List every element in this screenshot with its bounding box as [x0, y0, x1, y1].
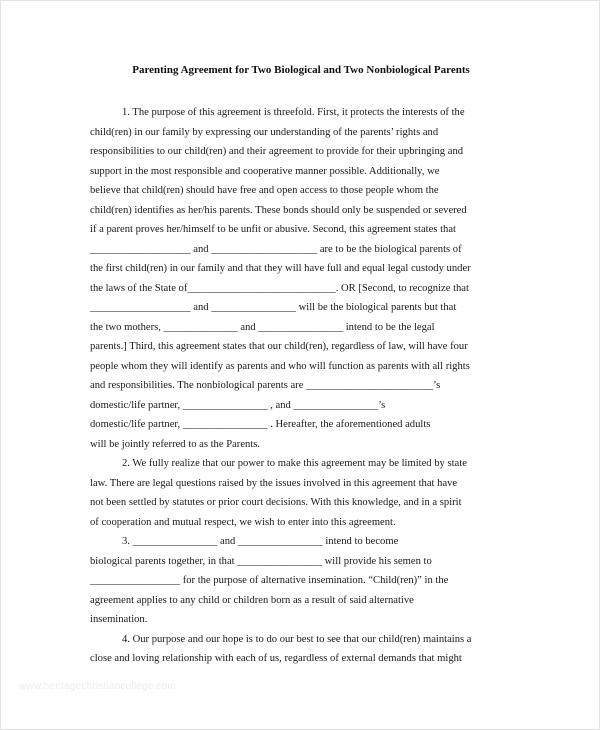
body-line: the laws of the State of____________________________. OR [Second, to recognize that: [90, 282, 469, 294]
body-line: ___________________ and ________________ will be the biological parents but that: [90, 302, 457, 313]
body-line: will be jointly referred to as the Parents.: [90, 438, 261, 450]
body-line: people whom they will identify as parents and who will function as parents with all rights: [90, 360, 470, 372]
body-line: if a parent proves her/himself to be unfit or abusive. Second, this agreement states that: [90, 224, 456, 235]
body-line: not been settled by statutes or prior court decisions. With this knowledge, and in a spirit: [90, 497, 462, 508]
body-line: close and loving relationship with each of us, regardless of external demands that might: [90, 653, 462, 664]
body-line: ___________________ and ____________________ are to be the biological parents of: [90, 243, 462, 255]
body-line: agreement applies to any child or children born as a result of said alternative: [90, 594, 414, 606]
body-line: 4. Our purpose and our hope is to do our best to see that our child(ren) maintains a: [122, 633, 472, 645]
body-line: 2. We fully realize that our power to make this agreement may be limited by state: [122, 458, 467, 469]
watermark: www.heritagechristiancollege.com: [19, 681, 177, 692]
document-title: Parenting Agreement for Two Biological and Two Nonbiological Parents: [132, 64, 470, 76]
document-body: [1, 103, 600, 669]
body-line: 3. ________________ and ________________ intend to become: [122, 536, 399, 547]
body-line: domestic/life partner, ________________ . Hereafter, the aforementioned adults: [90, 419, 431, 430]
body-line: of cooperation and mutual respect, we wish to enter into this agreement.: [90, 516, 396, 528]
body-line: law. There are legal questions raised by the issues involved in this agreement that have: [90, 477, 458, 489]
body-line: the two mothers, ______________ and ________________ intend to be the legal: [90, 321, 435, 333]
body-line: child(ren) in our family by expressing our understanding of the parents’ rights and: [90, 126, 439, 138]
body-line: insemination.: [90, 614, 148, 625]
body-line: biological parents together, in that ________________ will provide his semen to: [90, 555, 432, 567]
body-line: and responsibilities. The nonbiological parents are ________________________’s: [90, 380, 441, 391]
body-line: believe that child(ren) should have free and open access to those people whom the: [90, 185, 439, 196]
body-line: the first child(ren) in our family and that they will have full and equal legal custody under: [90, 263, 471, 274]
body-line: responsibilities to our child(ren) and their agreement to provide for their upbringing and: [90, 146, 464, 157]
body-line: domestic/life partner, ________________ , and ________________’s: [90, 399, 386, 411]
body-line: parents.] Third, this agreement states that our child(ren), regardless of law, will have four: [90, 341, 468, 352]
body-line: support in the most responsible and cooperative manner possible. Additionally, we: [90, 165, 440, 177]
body-line: child(ren) identifies as her/his parents. These bonds should only be suspended or severed: [90, 204, 467, 216]
body-line: 1. The purpose of this agreement is threefold. First, it protects the interests of the: [122, 107, 465, 118]
body-line: _________________ for the purpose of alternative insemination. “Child(ren)” in the: [90, 575, 449, 586]
